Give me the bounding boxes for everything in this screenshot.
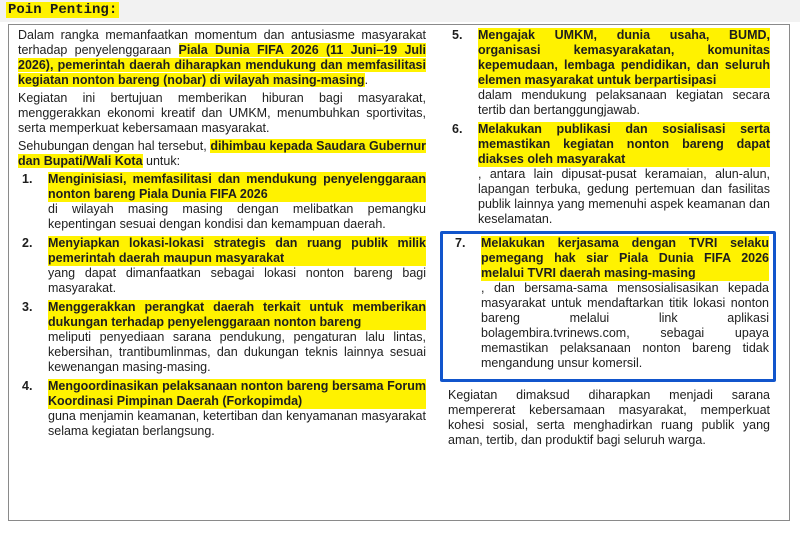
item-body: guna menjamin keamanan, ketertiban dan kenyamanan masyarakat selama kegiatan berlangsung.: [48, 409, 426, 438]
item-heading: Mengoordinasikan pelaksanaan nonton bareng bersama Forum Koordinasi Pimpinan Daerah (Forkopimda): [48, 379, 426, 408]
closing-paragraph: Kegiatan dimaksud diharapkan menjadi sarana mempererat kebersamaan masyarakat, memperkuat kohesi sosial, serta menghadirkan ruang publik yang aman, tertib, dan produktif bagi seluruh warga.: [448, 388, 770, 447]
intro-period: .: [364, 73, 369, 87]
list-item-5: [448, 28, 770, 118]
item-body: meliputi penyediaan sarana pendukung, pengaturan lalu lintas, kebersihan, trantibumlinmas, dan dukungan teknis lainnya sesuai kewenangan masing-masing.: [48, 330, 426, 374]
item-body: , dan bersama-sama mensosialisasikan kepada masyarakat untuk mendaftarkan titik lokasi nonton bareng melalui link aplikasi bolagembira.tvrinews.com, sebagai upaya memastikan pelaksanaan nonton bareng tidak mengandung unsur komersil.: [481, 281, 769, 370]
item-number: 1.: [22, 172, 33, 186]
list-item-1: [18, 172, 426, 232]
appeal-tail: untuk:: [146, 154, 181, 168]
item-heading: Mengajak UMKM, dunia usaha, BUMD, organisasi kemasyarakatan, komunitas kepemudaan, lembaga pendidikan, dan seluruh elemen masyarakat untuk berpartisipasi: [478, 28, 770, 87]
item-number: 3.: [22, 300, 33, 314]
appeal-text: Sehubungan dengan hal tersebut,: [18, 139, 207, 153]
intro-paragraph-3: [18, 139, 426, 169]
item-body: yang dapat dimanfaatkan sebagai lokasi nonton bareng bagi masyarakat.: [48, 266, 426, 295]
item-heading: Menggerakkan perangkat daerah terkait untuk memberikan dukungan terhadap penyelenggaraan nonton bareng: [48, 300, 426, 329]
intro-paragraph-2: Kegiatan ini bertujuan memberikan hiburan bagi masyarakat, menggerakkan ekonomi kreatif dan UMKM, menumbuhkan sportivitas, serta memperkuat kebersamaan masyarakat.: [18, 91, 426, 135]
list-item-4: [18, 379, 426, 439]
item-number: 7.: [455, 236, 466, 250]
item-number: 6.: [452, 122, 463, 136]
item-heading: Melakukan publikasi dan sosialisasi serta memastikan kegiatan nonton bareng dapat diakses oleh masyarakat: [478, 122, 770, 166]
item-heading: Melakukan kerjasama dengan TVRI selaku pemegang hak siar Piala Dunia FIFA 2026 melalui TVRI daerah masing-masing: [481, 236, 769, 280]
left-column: [18, 28, 426, 443]
item-body: di wilayah masing masing dengan melibatkan pemangku kepentingan sesuai dengan kondisi dan kemampuan daerah.: [48, 202, 426, 231]
highlight-box: [440, 231, 776, 382]
list-item-2: [18, 236, 426, 296]
intro-text: Dalam rangka memanfaatkan momentum dan antusiasme masyarakat terhadap penyelenggaraan: [18, 28, 426, 57]
item-heading: Menyiapkan lokasi-lokasi strategis dan ruang publik milik pemerintah daerah maupun masyarakat: [48, 236, 426, 265]
item-heading: Menginisiasi, memfasilitasi dan mendukung penyelenggaraan nonton bareng Piala Dunia FIFA 2026: [48, 172, 426, 201]
item-number: 2.: [22, 236, 33, 250]
intro-paragraph-1: [18, 28, 426, 88]
appeal-highlight: dihimbau kepada Saudara Gubernur dan Bupati/Wali Kota: [18, 139, 426, 168]
item-body: , antara lain dipusat-pusat keramaian, alun-alun, lapangan terbuka, gedung pertemuan dan fasilitas publik lainnya yang memenuhi aspek keamanan dan keselamatan.: [478, 167, 770, 226]
item-body: dalam mendukung pelaksanaan kegiatan secara tertib dan bertanggungjawab.: [478, 88, 770, 117]
list-item-6: [448, 122, 770, 227]
right-column: [448, 28, 770, 451]
section-title: Poin Penting:: [8, 2, 118, 18]
item-number: 4.: [22, 379, 33, 393]
list-item-7: [451, 236, 769, 371]
header-bar: [0, 0, 800, 22]
list-item-3: [18, 300, 426, 375]
item-number: 5.: [452, 28, 463, 42]
intro-highlight: Piala Dunia FIFA 2026 (11 Juni–19 Juli 2026), pemerintah daerah diharapkan mendukung dan memfasilitasi kegiatan nonton bareng (nobar) di wilayah masing-masing: [18, 43, 426, 87]
